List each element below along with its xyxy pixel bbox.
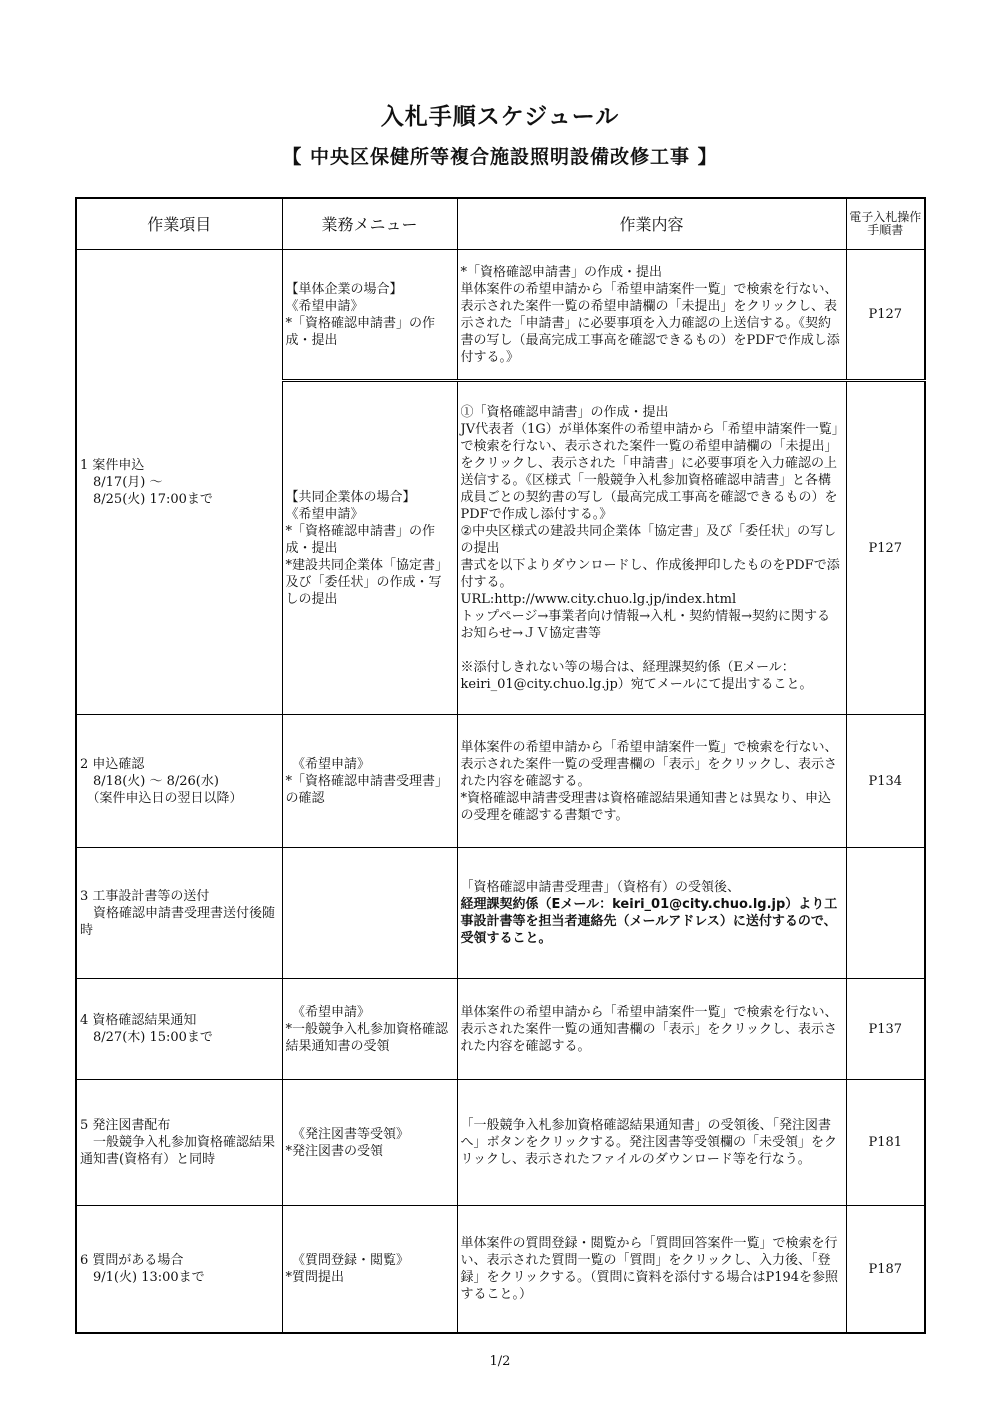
table-row (76, 848, 925, 979)
row-menu: 《発注図書等受領》 *発注図書の受領 (282, 1080, 457, 1206)
row-item: 2 申込確認 8/18(火) ～ 8/26(水) （案件申込日の翌日以降） (76, 715, 282, 848)
row-item: 3 工事設計書等の送付 資格確認申請書受理書送付後随時 (76, 848, 282, 979)
table-row (76, 979, 925, 1080)
schedule-table (75, 197, 926, 1334)
row-page (846, 848, 925, 979)
table-row (76, 250, 925, 381)
row-menu: 《希望申請》 *一般競争入札参加資格確認結果通知書の受領 (282, 979, 457, 1080)
row-content-lead: 「資格確認申請書受理書」（資格有）の受領後、 (460, 880, 741, 895)
row-content: 単体案件の希望申請から「希望申請案件一覧」で検索を行ない、表示された案件一覧の通知書欄の「表示」をクリックし、表示された内容を確認する。 (457, 979, 846, 1080)
row-content: 単体案件の質問登録・閲覧から「質問回答案件一覧」で検索を行い、表示された質問一覧の「質問」をクリックし、入力後、「登録」をクリックする。（質問に資料を添付する場合はP194を参照すること。） (457, 1206, 846, 1334)
row-content-emphasis: 経理課契約係（Eメール：keiri_01@city.chuo.lg.jp）より工事設計書等を担当者連絡先（メールアドレス）に送付するので、受領すること。 (460, 897, 838, 946)
row-content: 「一般競争入札参加資格確認結果通知書」の受領後、「発注図書へ」ボタンをクリックする。発注図書等受領欄の「未受領」をクリックし、表示されたファイルのダウンロード等を行なう。 (457, 1080, 846, 1206)
header-menu: 業務メニュー (282, 198, 457, 250)
page-number: 1/2 (489, 1354, 511, 1369)
project-subtitle: 【 中央区保健所等複合施設照明設備改修工事 】 (282, 146, 718, 168)
table-row (76, 1080, 925, 1206)
table-header-row (76, 198, 925, 250)
row-item: 1 案件申込 8/17(月) ～ 8/25(火) 17:00まで (76, 250, 282, 715)
table-row (76, 1206, 925, 1334)
row-page: P137 (846, 979, 925, 1080)
row-page: P134 (846, 715, 925, 848)
page-title: 入札手順スケジュール (380, 104, 620, 130)
row-page: P127 (846, 381, 925, 715)
header-content: 作業内容 (457, 198, 846, 250)
row-item: 4 資格確認結果通知 8/27(木) 15:00まで (76, 979, 282, 1080)
row-menu: 【共同企業体の場合】 《希望申請》 *「資格確認申請書」の作成・提出 *建設共同企業体「協定書」及び「委任状」の作成・写しの提出 (282, 381, 457, 715)
table-row (76, 715, 925, 848)
row-menu: 【単体企業の場合】 《希望申請》 *「資格確認申請書」の作成・提出 (282, 250, 457, 381)
row-item: 6 質問がある場合 9/1(火) 13:00まで (76, 1206, 282, 1334)
row-page: P181 (846, 1080, 925, 1206)
row-page: P187 (846, 1206, 925, 1334)
row-content: ①「資格確認申請書」の作成・提出 JV代表者（1G）が単体案件の希望申請から「希望申請案件一覧」で検索を行ない、表示された案件一覧の希望申請欄の「未提出」をクリックし、表示された「申請書」に必要事項を入力確認の上送信する。《区様式「一般競争入札参加資格確認申請書」と各構成員ごとの契約書の写し（最高完成工事高を確認できるもの）をPDFで作成し添付する。》 ②中央区様式の建設共同企業体「協定書」及び「委任状」の写しの提出 書式を以下よりダウンロードし、作成後押印したものをPDFで添付する。 URL:http://www.city.chuo.lg.jp/index.html トップページ→事業者向け情報→入札・契約情報→契約に関するお知らせ→ＪＶ協定書等 ※添付しきれない等の場合は、経理課契約係（Eメール：keiri_01@city.chuo.lg.jp）宛てメールにて提出すること。 (457, 381, 846, 715)
header-item: 作業項目 (76, 198, 282, 250)
row-content (457, 848, 846, 979)
row-content: 単体案件の希望申請から「希望申請案件一覧」で検索を行ない、表示された案件一覧の受理書欄の「表示」をクリックし、表示された内容を確認する。 *資格確認申請書受理書は資格確認結果通知書とは異なり、申込の受理を確認する書類です。 (457, 715, 846, 848)
row-content: *「資格確認申請書」の作成・提出 単体案件の希望申請から「希望申請案件一覧」で検索を行ない、表示された案件一覧の希望申請欄の「未提出」をクリックし、表示された「申請書」に必要事項を入力確認の上送信する。《契約書の写し（最高完成工事高を確認できるもの）をPDFで作成し添付する。》 (457, 250, 846, 381)
row-item: 5 発注図書配布 一般競争入札参加資格確認結果通知書(資格有）と同時 (76, 1080, 282, 1206)
row-page: P127 (846, 250, 925, 381)
header-manual: 電子入札操作手順書 (846, 198, 925, 250)
row-menu (282, 848, 457, 979)
row-menu: 《質問登録・閲覧》 *質問提出 (282, 1206, 457, 1334)
row-menu: 《希望申請》 *「資格確認申請書受理書」の確認 (282, 715, 457, 848)
